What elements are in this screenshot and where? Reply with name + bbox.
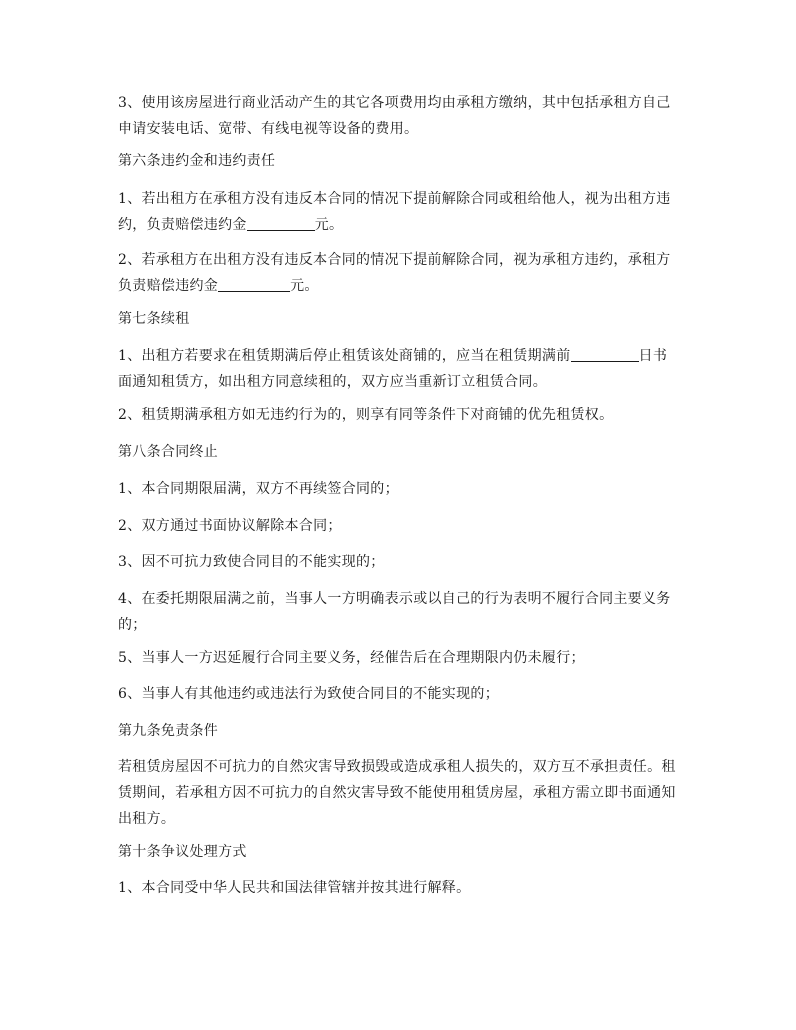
article-9-heading: 第九条免责条件 [118,723,219,739]
clause-10-item-1: 1、本合同受中华人民共和国法律管辖并按其进行解释。 [118,880,471,896]
clause-6-item-1-suffix: 元。 [314,217,344,233]
clause-7-item-1-suffix: 日书面通知租赁方，如出租方同意续租的，双方应当重新订立租赁合同。 [118,348,668,390]
clause-8-item-4: 4、在委托期限届满之前，当事人一方明确表示或以自己的行为表明不履行合同主要义务的； [118,591,671,633]
article-10-heading: 第十条争议处理方式 [118,844,247,860]
clause-7-item-2: 2、租赁期满承租方如无违约行为的，则享有同等条件下对商铺的优先租赁权。 [118,407,614,423]
clause-6-item-1-text: 1、若出租方在承租方没有违反本合同的情况下提前解除合同或租给他人，视为出租方违约，负责赔偿违约金 [118,191,671,233]
clause-5-item-3: 3、使用该房屋进行商业活动产生的其它各项费用均由承租方缴纳，其中包括承租方自己申请安装电话、宽带、有线电视等设备的费用。 [118,95,671,137]
clause-8-item-1: 1、本合同期限届满，双方不再续签合同的； [118,481,399,497]
clause-8-item-2: 2、双方通过书面协议解除本合同； [118,518,342,534]
clause-8-item-6: 6、当事人有其他违约或违法行为致使合同目的不能实现的； [118,686,500,702]
clause-8-item-5: 5、当事人一方迟延履行合同主要义务，经催告后在合理期限内仍未履行； [118,650,585,666]
article-7-heading: 第七条续租 [118,311,190,327]
clause-8-item-3: 3、因不可抗力致使合同目的不能实现的； [118,554,385,570]
article-8-heading: 第八条合同终止 [118,444,219,460]
clause-9-text: 若租赁房屋因不可抗力的自然灾害导致损毁或造成承租人损失的，双方互不承担责任。租赁期间，若承租方因不可抗力的自然灾害导致不能使用租赁房屋，承租方需立即书面通知出租方。 [118,759,676,827]
penalty-amount-blank [247,216,315,231]
clause-7-item-1 [118,343,680,395]
clause-6-item-2 [118,247,680,299]
penalty-amount-blank-2 [218,277,290,292]
notice-days-blank [571,347,639,362]
article-6-heading: 第六条违约金和违约责任 [118,153,276,169]
clause-6-item-2-suffix: 元。 [290,278,319,294]
clause-7-item-1-text: 1、出租方若要求在租赁期满后停止租赁该处商铺的，应当在租赁期满前 [118,348,571,364]
clause-6-item-2-text: 2、若承租方在出租方没有违反本合同的情况下提前解除合同，视为承租方违约，承租方负责赔偿违约金 [118,252,671,294]
clause-6-item-1 [118,186,680,238]
